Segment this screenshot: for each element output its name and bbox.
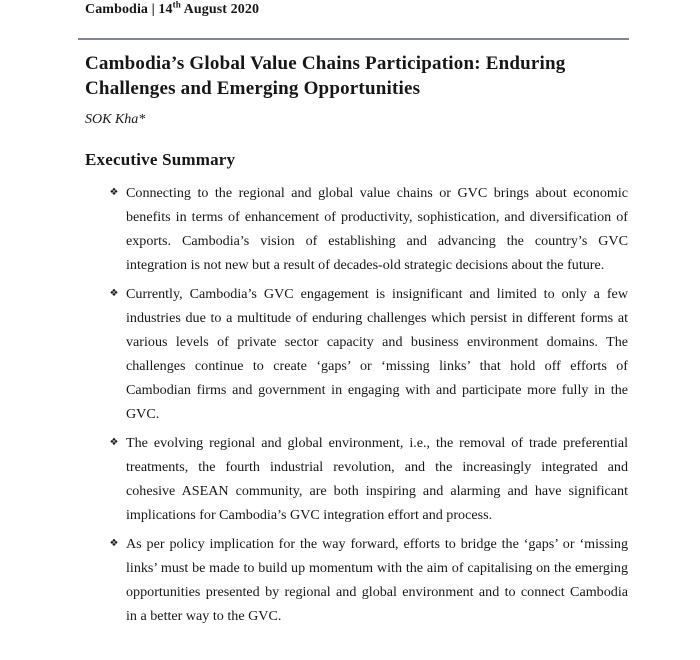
bullet-text-line: Cambodian firms and government in engaging with and participate more fully in the [126, 382, 628, 398]
bullet-text [126, 282, 628, 426]
bullet-text-line: benefits in terms of enhancement of productivity, sophistication, and diversification of [126, 209, 628, 225]
bullet-text-line: links’ must be made to build up momentum with the aim of capitalising on the emerging [126, 560, 628, 576]
bullet-text-line: Currently, Cambodia’s GVC engagement is insignificant and limited to only a few [126, 286, 628, 302]
bullet-text-line: treatments, the fourth industrial revolution, and the increasingly integrated and [126, 459, 628, 475]
bullet-text-line: GVC. [126, 406, 160, 422]
bullet-item [85, 431, 628, 527]
dateline-ordinal-superscript: th [172, 0, 181, 10]
bullet-item [85, 181, 628, 277]
page-title: Cambodia’s Global Value Chains Participation: Enduring Challenges and Emerging Opportunities [85, 53, 566, 99]
bullet-text-line: in a better way to the GVC. [126, 608, 282, 624]
summary-list [85, 181, 628, 633]
bullet-text [126, 181, 628, 277]
bullet-item [85, 532, 628, 628]
bullet-text-line: The evolving regional and global environment, i.e., the removal of trade preferential [126, 435, 628, 451]
header-divider-rule [78, 38, 629, 40]
bullet-text-line: implications for Cambodia’s GVC integration effort and process. [126, 507, 493, 523]
author-byline: SOK Kha* [85, 112, 146, 127]
bullet-text-line: various levels of private sector capacity and business environment domains. The [126, 334, 628, 350]
bullet-item [85, 282, 628, 426]
bullet-text-line: industries due to a multitude of enduring challenges which persist in different forms at [126, 310, 628, 326]
bullet-text [126, 431, 628, 527]
bullet-text-line: integration is not new but a result of decades-old strategic decisions about the future. [126, 257, 605, 273]
bullet-text [126, 532, 628, 628]
bullet-diamond-icon: ❖ [109, 538, 119, 549]
dateline-prefix: Cambodia | 14 [85, 2, 173, 17]
bullet-text-line: Connecting to the regional and global value chains or GVC brings about economic [126, 185, 628, 201]
bullet-text-line: As per policy implication for the way forward, efforts to bridge the ‘gaps’ or ‘missing [126, 536, 628, 552]
bullet-diamond-icon: ❖ [109, 187, 119, 198]
bullet-text-line: opportunities presented by regional and global environment and to connect Cambodia [126, 584, 628, 600]
bullet-diamond-icon: ❖ [109, 288, 119, 299]
bullet-text-line: exports. Cambodia’s vision of establishing and advancing the country’s GVC [126, 233, 628, 249]
dateline-suffix: August 2020 [180, 2, 260, 17]
bullet-text-line: challenges continue to create ‘gaps’ or ‘missing links’ that hold off efforts of [126, 358, 628, 374]
section-heading-executive-summary: Executive Summary [85, 150, 236, 169]
bullet-text-line: cohesive ASEAN community, are both inspiring and alarming and have significant [126, 483, 628, 499]
dateline [85, 2, 259, 18]
bullet-diamond-icon: ❖ [109, 437, 119, 448]
